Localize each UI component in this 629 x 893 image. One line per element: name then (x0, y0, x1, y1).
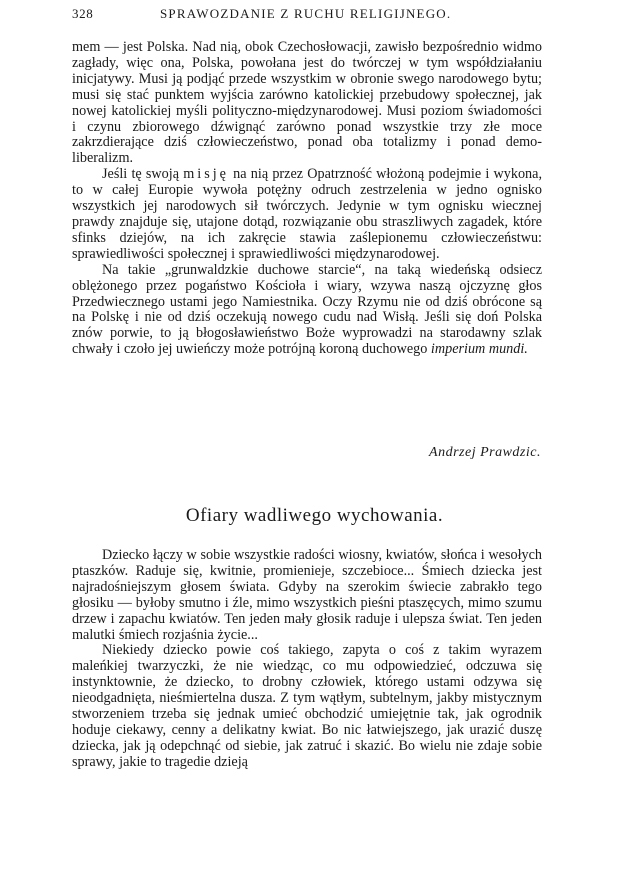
paragraph-2-text-a: Jeśli tę swoją (102, 166, 184, 183)
section-title: Ofiary wadliwego wychowania. (185, 505, 444, 526)
author-signature: Andrzej Prawdzic. (429, 445, 541, 460)
paragraph-3-text: Na takie „grunwaldzkie duchowe starcie“, na taką wiedeńską odsiecz oblężonego przez pogaństwo Kościoła i wiary, wzywa naszą ojczyznę głos Przedwiecznego ustami jego Namiestnika. Oczy Rzymu nie od dziś obrócone są na Polskę i nie od dziś oczekują nowego cudu nad Wisłą. Jeśli się doń Polska znów porwie, to ją błogosławieństwo Boże wyprowadzi na starodawny szlak chwały i czoło jej uwieńczy może potrójną koroną duchowego (72, 261, 542, 358)
running-title: SPRAWOZDANIE Z RUCHU RELIGIJNEGO. (160, 6, 452, 21)
paragraph-4: Dziecko łączy w sobie wszystkie radości wiosny, kwiatów, słońca i wesołych ptaszków. Raduje się, kwitnie, promienieje, szczebioce... Śmiech dziecka jest najradośniejszym głosem świata. Gdyby na szerokim świecie zabrakło tego głosiku — byłoby smutno i źle, mimo wszystkich pieśni ptaszęcych, mimo szumu drzew i zapachu kwiatów. Ten jeden mały głosik raduje i ulepsza świat. Ten jeden malutki śmiech rozjaśnia życie... (72, 547, 542, 643)
page-number: 328 (72, 6, 94, 21)
paragraph-3 (72, 263, 542, 358)
paragraph-5: Niekiedy dziecko powie coś takiego, zapyta o coś z takim wyrazem maleńkiej twarzyczki, że nie wiedząc, co mu odpowiedzieć, odczuwa się instynktownie, że dziecko, to drobny człowiek, którego ustami odzywa się nieodgadnięta, nieśmiertelna dusza. Z tym wątłym, subtelnym, jakby mistycznym stworzeniem trzeba się jednak umieć obchodzić umiejętnie tak, jak ogrodnik hoduje ciekawy, cenny a delikatny kwiat. Bo nic łatwiejszego, jak urazić duszę dziecka, jak ją odepchnąć od siebie, jak zatruć i skazić. Bo wielu nie zdaje sobie sprawy, jakie to tragedie dzieją (72, 642, 542, 770)
italic-phrase: imperium mundi. (430, 341, 528, 358)
paragraph-2 (72, 167, 542, 262)
article-continuation (72, 40, 542, 358)
paragraph-2-text-b: na nią przez Opatrzność włożoną podejmie i wykona, to w całej Europie wywoła potężny odruch zestrzelenia w jedno ognisko wszystkich jej narodowych sił twórczych. Jedynie w tym ognisku wiecznej prawdy znajduje się, utajone dotąd, rozwiązanie obu straszliwych zagadek, które sfinks dziejów, na ich zakręcie stawia zaślepionemu człowieczeństwu: sprawiedliwości społecznej i sprawiedliwości międzynarodowej. (72, 166, 542, 262)
page-header (72, 6, 542, 26)
emphasized-word: misję (183, 166, 229, 183)
paragraph-1: mem — jest Polska. Nad nią, obok Czechosłowacji, zawisło bezpośrednio widmo zagłady, więc ona, Polska, powołana jest do twórczej w tym współdziałaniu inicjatywy. Musi ją podjąć przede wszystkim w obronie swego narodowego bytu; musi się stać punktem wyjścia zarówno katolickiej przebudowy społecznej, jak nowej katolickiej myśli polityczno-międzynarodowej. Musi poziom świadomości i czynu zbiorowego dźwignąć zarówno ponad wszystkie trzy złe moce zakrzdierające dziś człowieczeństwo, ponad oba totalizmy i ponad demo-liberalizm. (72, 39, 542, 167)
article-body (72, 548, 542, 771)
